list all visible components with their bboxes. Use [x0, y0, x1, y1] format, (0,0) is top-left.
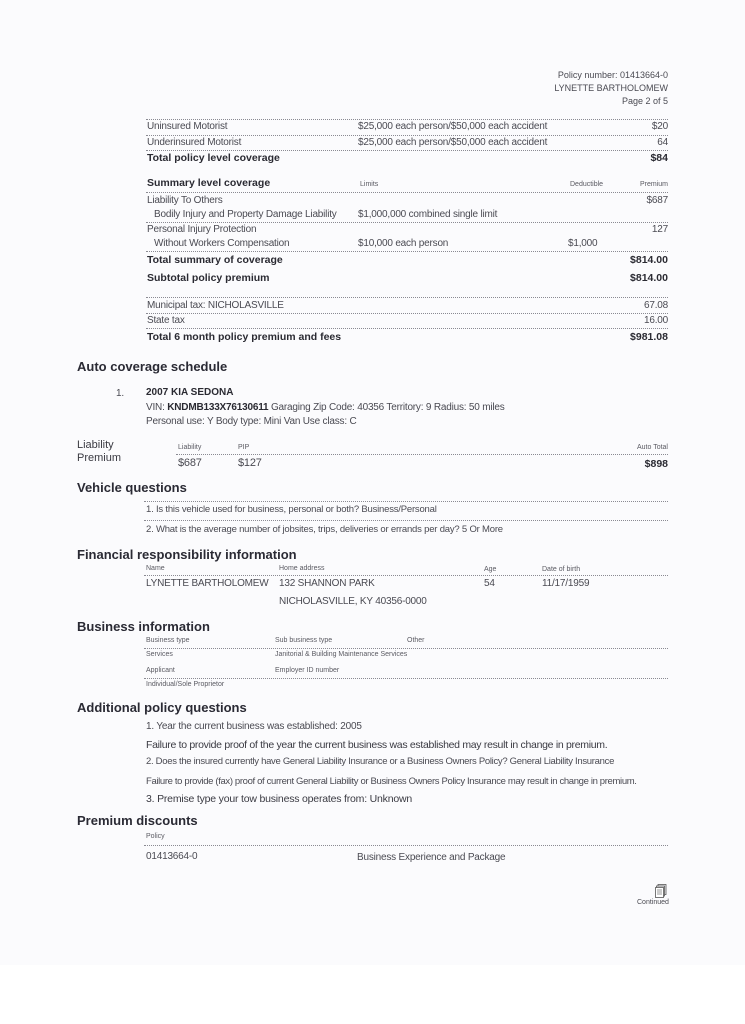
address-line-1: 132 SHANNON PARK — [279, 578, 375, 589]
coverage-name: Uninsured Motorist — [147, 121, 228, 132]
col-address: Home address — [279, 565, 325, 572]
coverage-premium: 64 — [657, 137, 668, 148]
additional-q1: 1. Year the current business was established: 2005 — [146, 721, 362, 732]
additional-q2: 2. Does the insured currently have General Liability Insurance or a Business Owners Policy? General Liability Insurance — [146, 756, 615, 767]
divider — [144, 648, 668, 649]
fee-label: Municipal tax: NICHOLASVILLE — [147, 300, 284, 311]
discounts-title: Premium discounts — [77, 813, 198, 828]
divider — [146, 251, 668, 252]
subtotal-value: $814.00 — [630, 272, 668, 284]
coverage-name: Without Workers Compensation — [154, 238, 290, 249]
policy-number: Policy number: 01413664-0 — [557, 70, 668, 80]
additional-q1-note: Failure to provide proof of the year the current business was established may result in change in premium. — [146, 739, 608, 751]
pip-value: $127 — [238, 457, 262, 469]
fee-label: State tax — [147, 315, 185, 326]
col-liability: Liability — [178, 444, 202, 451]
coverage-premium: $687 — [646, 195, 668, 206]
vehicle-question-2: 2. What is the average number of jobsites, trips, deliveries or errands per day? 5 Or More — [146, 524, 503, 535]
fee-value: 67.08 — [643, 300, 668, 311]
vin-value: KNDMB133X76130611 — [167, 402, 269, 413]
coverage-deductible: $1,000 — [568, 238, 598, 249]
divider — [144, 520, 668, 521]
total-policy-level-label: Total policy level coverage — [147, 152, 280, 164]
fee-value: 16.00 — [643, 315, 668, 326]
col-name: Name — [146, 565, 165, 572]
business-title: Business information — [77, 619, 210, 634]
coverage-limits: $25,000 each person/$50,000 each accident — [358, 121, 548, 132]
vin-details: Garaging Zip Code: 40356 Territory: 9 Radius: 50 miles — [270, 402, 505, 413]
continued-label: Continued — [637, 899, 669, 906]
coverage-premium: 127 — [651, 224, 668, 235]
col-deductible: Deductible — [570, 181, 604, 188]
divider — [146, 150, 668, 151]
divider — [146, 328, 668, 329]
liability-value: $687 — [178, 457, 202, 469]
subtotal-label: Subtotal policy premium — [147, 272, 270, 284]
vehicle-questions-title: Vehicle questions — [77, 480, 187, 495]
col-age: Age — [484, 566, 497, 573]
total-summary-value: $814.00 — [630, 254, 668, 266]
col-sub-business-type: Sub business type — [275, 637, 333, 644]
col-other: Other — [407, 637, 425, 644]
divider — [146, 192, 668, 193]
page-header — [480, 69, 668, 108]
divider — [146, 313, 668, 314]
col-applicant: Applicant — [146, 667, 175, 674]
divider — [144, 845, 668, 846]
vehicle-name: 2007 KIA SEDONA — [146, 387, 234, 398]
total-policy-level-value: $84 — [650, 152, 668, 164]
divider — [144, 678, 668, 679]
coverage-limits: $25,000 each person/$50,000 each accident — [358, 137, 548, 148]
discount-name: Business Experience and Package — [357, 852, 506, 863]
summary-title: Summary level coverage — [147, 177, 271, 189]
vehicle-question-1: 1. Is this vehicle used for business, personal or both? Business/Personal — [146, 504, 437, 515]
total-summary-label: Total summary of coverage — [147, 254, 283, 266]
auto-schedule-title: Auto coverage schedule — [77, 359, 228, 374]
auto-total-value: $898 — [644, 458, 668, 470]
divider — [144, 575, 668, 576]
additional-q2-note: Failure to provide (fax) proof of current General Liability or Business Owners Policy Insurance may result in change in premium. — [146, 776, 637, 787]
additional-q3: 3. Premise type your tow business operates from: Unknown — [146, 793, 413, 805]
divider — [146, 119, 668, 120]
col-dob: Date of birth — [542, 566, 581, 573]
scan-bottom-margin — [0, 965, 745, 1024]
discount-policy-number: 01413664-0 — [146, 851, 198, 862]
divider — [144, 501, 668, 502]
coverage-limits: $1,000,000 combined single limit — [358, 209, 498, 220]
col-premium: Premium — [639, 181, 668, 188]
divider — [146, 222, 668, 223]
coverage-premium: $20 — [651, 121, 668, 132]
vehicle-vin-line — [146, 402, 505, 413]
coverage-name: Underinsured Motorist — [147, 137, 242, 148]
col-policy: Policy — [146, 833, 165, 840]
divider — [176, 454, 668, 455]
col-pip: PIP — [238, 444, 250, 451]
age-value: 54 — [484, 578, 495, 589]
additional-title: Additional policy questions — [77, 700, 247, 715]
financial-title: Financial responsibility information — [77, 547, 297, 562]
total-fees-label: Total 6 month policy premium and fees — [147, 331, 342, 343]
col-limits: Limits — [360, 181, 379, 188]
documents-stack-icon — [655, 884, 667, 898]
applicant-value: Individual/Sole Proprietor — [146, 681, 225, 688]
divider — [146, 135, 668, 136]
business-type-value: Services — [146, 651, 173, 658]
page-number: Page 2 of 5 — [621, 96, 668, 106]
coverage-limits: $10,000 each person — [358, 238, 449, 249]
coverage-name: Liability To Others — [147, 195, 223, 206]
insured-name: LYNETTE BARTHOLOMEW — [554, 83, 668, 93]
insured-name: LYNETTE BARTHOLOMEW — [146, 578, 269, 589]
col-business-type: Business type — [146, 637, 190, 644]
liability-premium-label: Liability Premium — [77, 439, 122, 464]
sub-business-type-value: Janitorial & Building Maintenance Services — [275, 651, 408, 658]
vin-label: VIN: — [146, 402, 165, 413]
dob-value: 11/17/1959 — [542, 578, 590, 589]
coverage-name: Bodily Injury and Property Damage Liability — [154, 209, 337, 220]
col-auto-total: Auto Total — [636, 444, 668, 451]
vehicle-use-line: Personal use: Y Body type: Mini Van Use class: C — [146, 416, 357, 427]
total-fees-value: $981.08 — [630, 331, 668, 343]
vehicle-number: 1. — [116, 388, 124, 399]
coverage-name: Personal Injury Protection — [147, 224, 257, 235]
divider — [146, 297, 668, 298]
address-line-2: NICHOLASVILLE, KY 40356-0000 — [279, 596, 427, 607]
col-employer-id: Employer ID number — [275, 667, 340, 674]
